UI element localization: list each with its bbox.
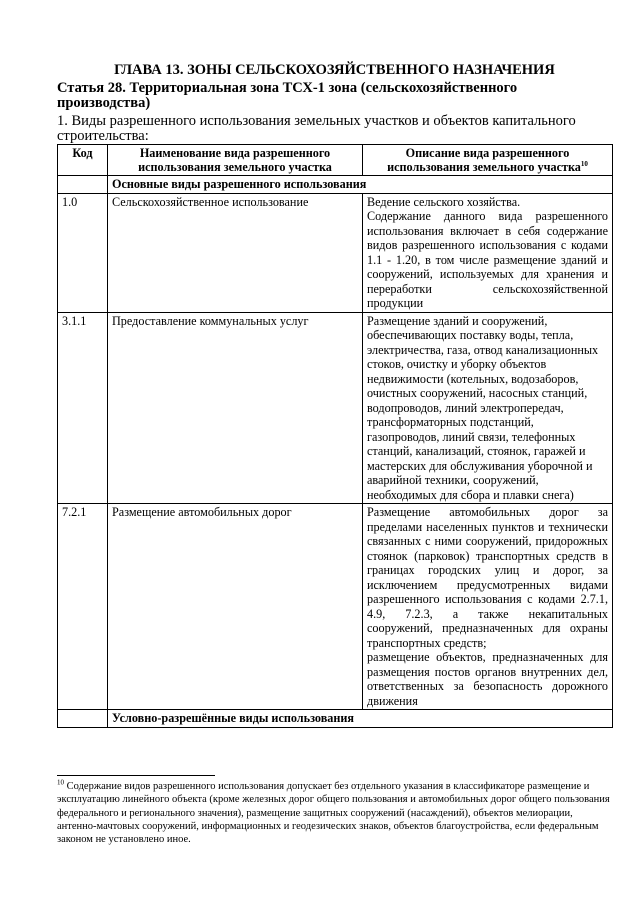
row-code: 1.0 (58, 193, 108, 312)
article-title-line2: производства) (57, 95, 151, 111)
row-name: Сельскохозяйственное использование (108, 193, 363, 312)
chapter-title: ГЛАВА 13. ЗОНЫ СЕЛЬСКОХОЗЯЙСТВЕННОГО НАЗНАЧЕНИЯ (114, 62, 555, 78)
row-description: Размещение автомобильных дорог за пределами населенных пунктов и технически связанных с ними сооружений, придорожных стоянок (парковок) транспортных средств в границах городских улиц и дорог, за исключением предусмотренных видами разрешенного использования с кодами 2.7.1, 4.9, 7.2.3, а также некапитальных сооружений, предназначенных для охраны транспортных средств; размещение объектов, предназначенных для размещения постов органов внутренних дел, ответственных за безопасность дорожного движения (363, 504, 613, 710)
section-conditional-label: Условно-разрешённые виды использования (108, 710, 613, 728)
intro-paragraph: 1. Виды разрешенного использования земельных участков и объектов капитального строительства: (57, 113, 576, 144)
footnote (57, 780, 612, 846)
footnote-divider (57, 775, 215, 776)
row-code: 3.1.1 (58, 312, 108, 504)
row-code: 7.2.1 (58, 504, 108, 710)
row-name: Предоставление коммунальных услуг (108, 312, 363, 504)
table-row (58, 312, 613, 504)
article-title-line1: Статья 28. Территориальная зона ТСХ-1 зона (сельскохозяйственного (57, 80, 518, 96)
article-title (57, 81, 612, 111)
section-main-label: Основные виды разрешенного использования (108, 176, 613, 194)
footnote-text: Содержание видов разрешенного использования допускает без отдельного указания в классификаторе размещение и эксплуатацию линейного объекта (кроме железных дорог общего пользования и автомобильных дорог общего пользования федерального и регионального значения), размещение защитных сооружений (насаждений), объектов мелиорации, антенно-мачтовых сооружений, информационных и геодезических знаков, объектов благоустройства, если федеральным законом не установлено иное. (57, 781, 610, 846)
header-description: Описание вида разрешенного использования земельного участка$^{10}$ (363, 145, 613, 176)
footnote-mark: 10 (57, 778, 64, 787)
row-description: Ведение сельского хозяйства. Содержание данного вида разрешенного использования включает в себя содержание видов разрешенного использования с кодами 1.1 - 1.20, в том числе размещение зданий и сооружений, используемых для хранения и переработки сельскохозяйственной продукции (363, 193, 613, 312)
table-row (58, 504, 613, 710)
header-code: Код (58, 145, 108, 176)
header-name: Наименование вида разрешенного использования земельного участка (108, 145, 363, 176)
row-description: Размещение зданий и сооружений, обеспечивающих поставку воды, тепла, электричества, газа, отвод канализационных стоков, очистку и уборку объектов недвижимости (котельных, водозаборов, очистных сооружений, насосных станций, водопроводов, линий электропередач, трансформаторных подстанций, газопроводов, линий связи, телефонных станций, канализаций, стоянок, гаражей и мастерских для обслуживания уборочной и аварийной техники, сооружений, необходимых для сбора и плавки снега) (363, 312, 613, 504)
footnote-ref: 10 (580, 159, 588, 168)
section-row-conditional (58, 710, 613, 728)
table-row (58, 193, 613, 312)
section-row-main (58, 176, 613, 194)
permitted-use-table (57, 144, 613, 728)
table-header-row (58, 145, 613, 176)
row-name: Размещение автомобильных дорог (108, 504, 363, 710)
document-page (57, 62, 612, 728)
